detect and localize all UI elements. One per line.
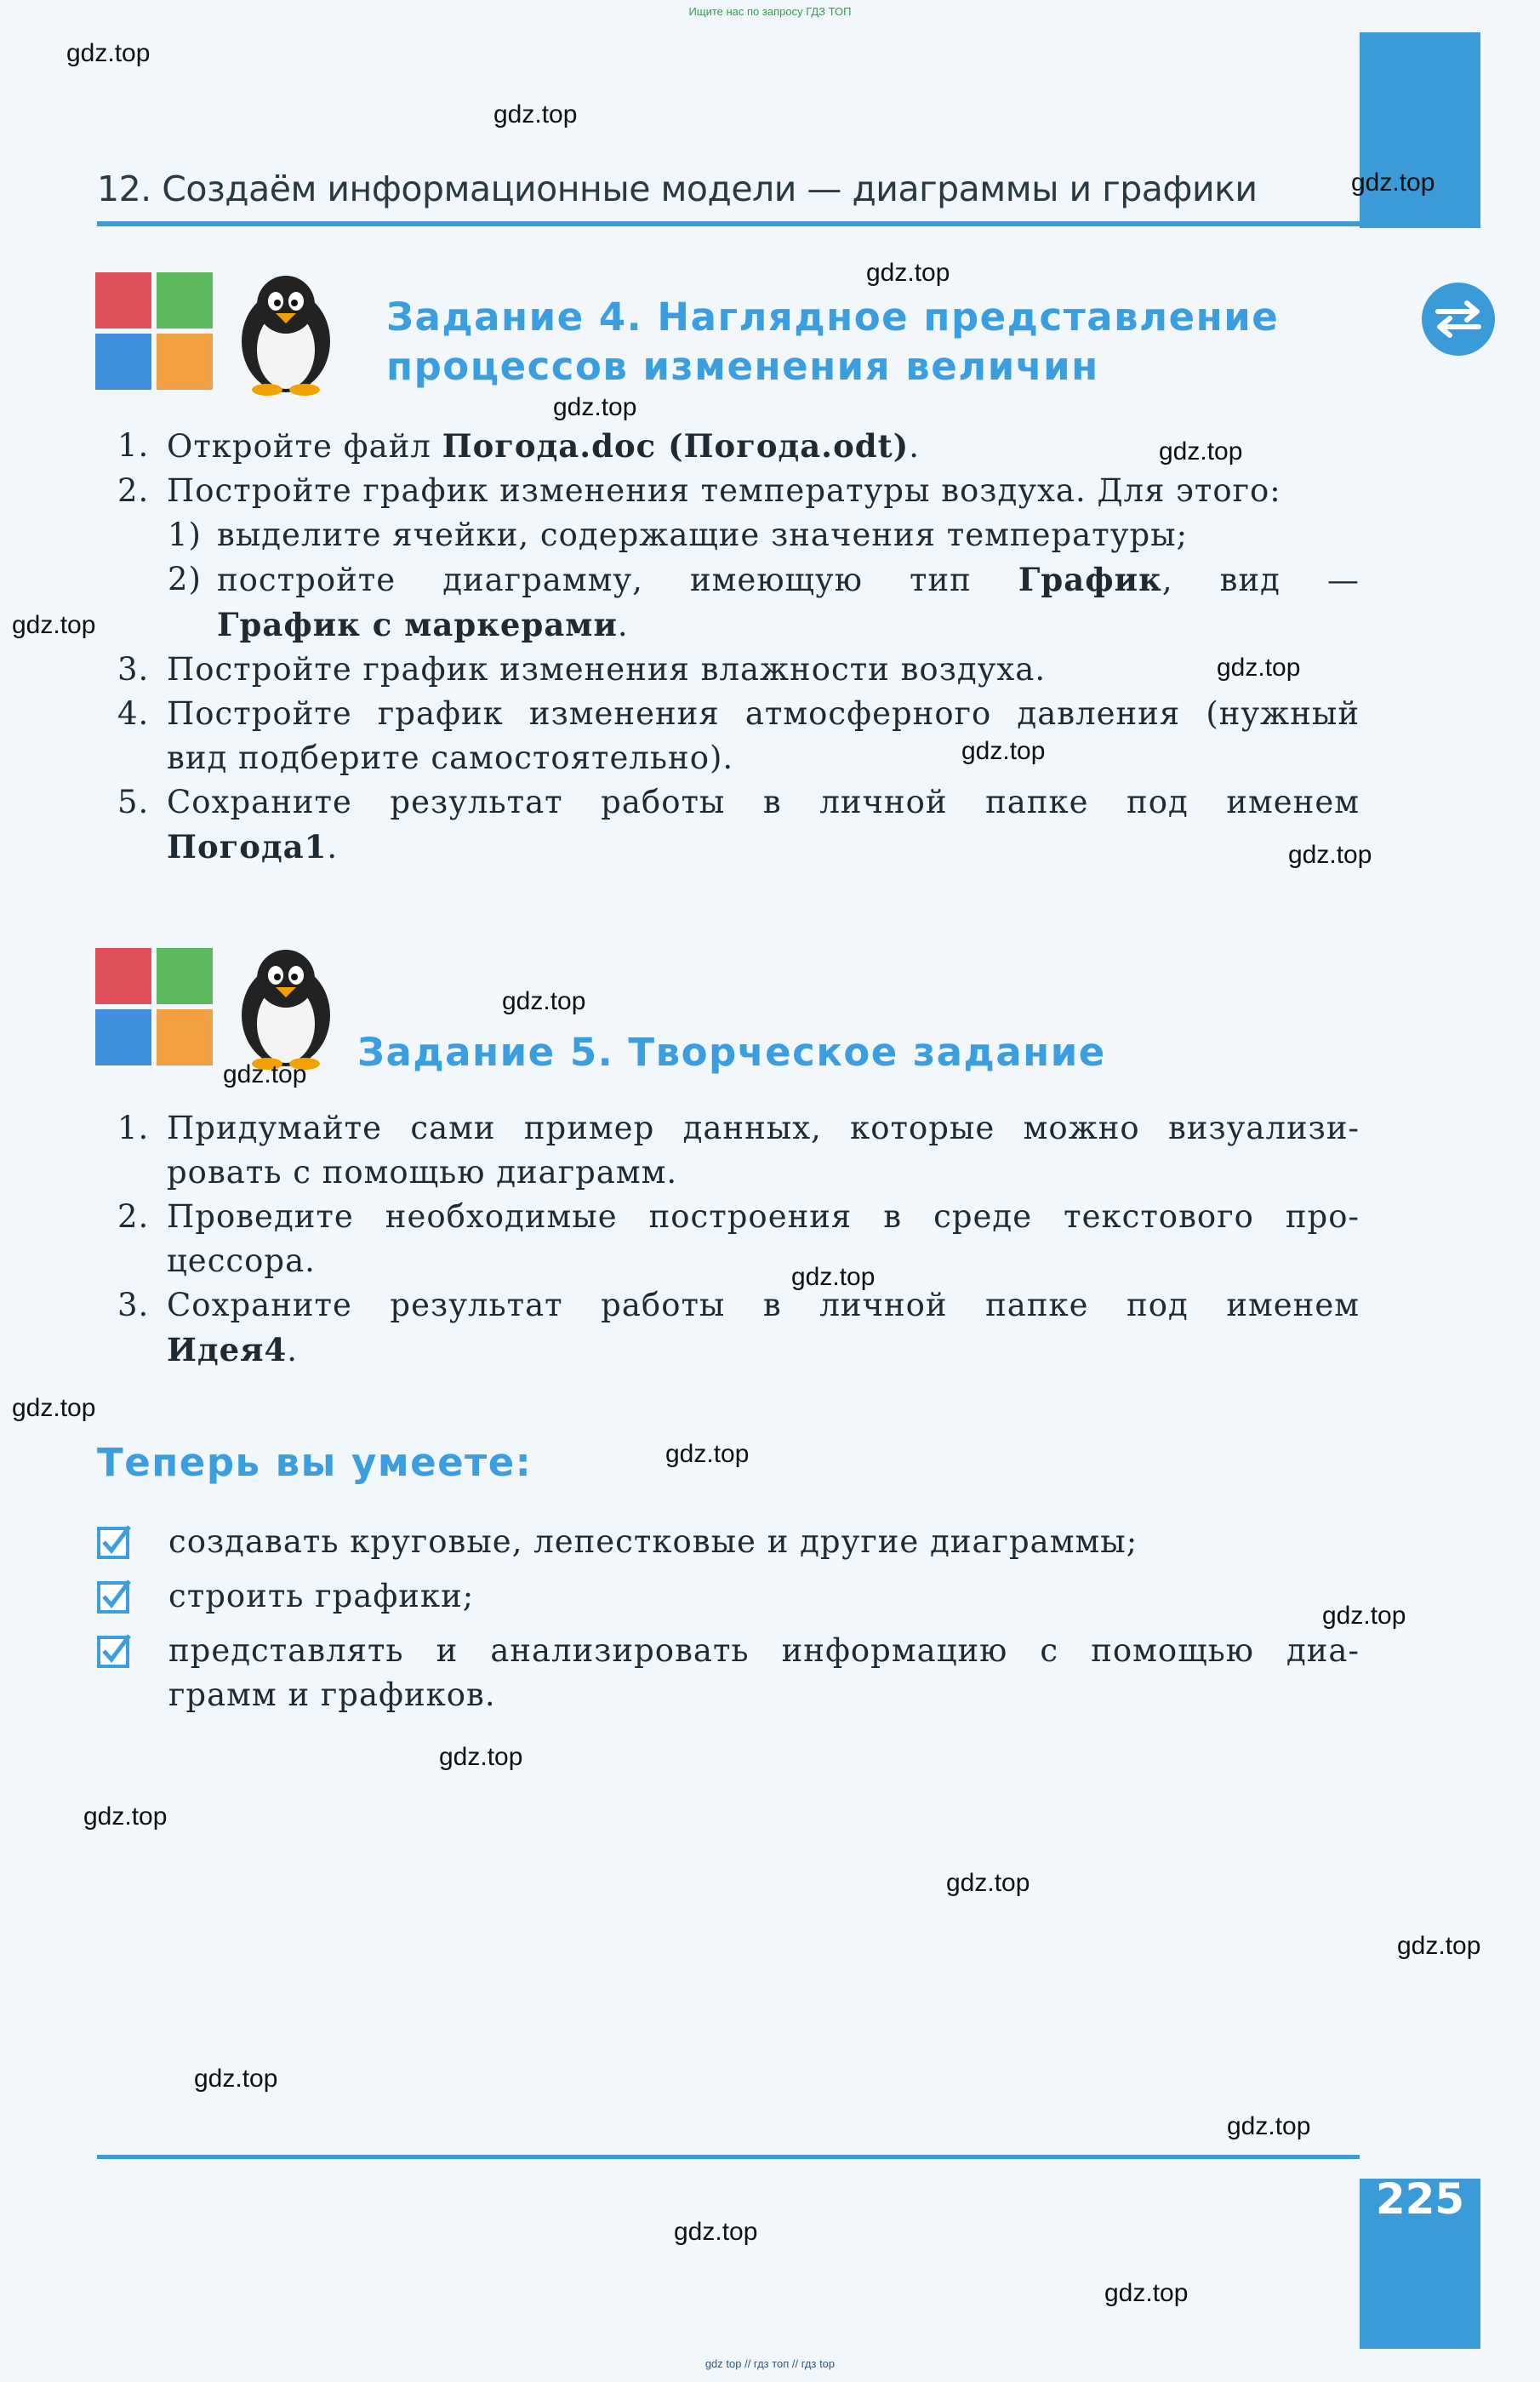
watermark: gdz.top [83, 1802, 168, 1831]
watermark: gdz.top [12, 1394, 96, 1422]
item-number: 1. [117, 427, 150, 464]
item-number: 1) [168, 517, 202, 553]
watermark: gdz.top [665, 1440, 750, 1468]
list-item [117, 1106, 1360, 1195]
item-text: выделите ячейки, содержащие значения температуры; [217, 517, 1189, 553]
item-number: 2. [117, 1198, 150, 1235]
watermark: gdz.top [1159, 437, 1243, 466]
watermark: gdz.top [961, 737, 1046, 765]
item-text-mid: , вид — [1161, 562, 1360, 598]
page-number: 225 [1375, 2174, 1465, 2224]
list-item [117, 780, 1360, 870]
watermark: gdz.top [1288, 841, 1372, 869]
task4-title-line1: Задание 4. Наглядное представление [386, 294, 1280, 340]
watermark: gdz.top [946, 1869, 1030, 1897]
watermark: gdz.top [493, 100, 578, 129]
task4-title-line2: процессов изменения величин [386, 344, 1099, 389]
item-text-end: . [327, 829, 339, 865]
list-item [117, 1195, 1360, 1283]
watermark: gdz.top [553, 393, 637, 421]
item-number: 3. [117, 651, 150, 688]
item-number: 2) [168, 561, 202, 597]
watermark: gdz.top [1104, 2279, 1189, 2307]
skill-item [97, 1520, 1360, 1564]
item-text: Постройте график изменения температуры воздуха. Для этого: [167, 472, 1281, 509]
watermark: gdz.top [674, 2218, 758, 2246]
arrows-glyph [1433, 298, 1484, 340]
watermark: gdz.top [66, 39, 151, 67]
item-text: Постройте график изменения влажности воздуха. [167, 651, 1047, 688]
watermark: gdz.top [1322, 1602, 1406, 1630]
skills-title: Теперь вы умеете: [97, 1440, 533, 1485]
penguin-icon [228, 269, 344, 397]
item-text: Сохраните результат работы в личной папке под именем [167, 1287, 1360, 1323]
checkbox-checked-icon [97, 1579, 131, 1614]
watermark: gdz.top [439, 1743, 523, 1771]
skill-text: представлять и анализировать информацию с помощью диа- [168, 1632, 1360, 1669]
checkbox-checked-icon [97, 1525, 131, 1559]
watermark: gdz.top [1397, 1932, 1481, 1960]
list-item [117, 1283, 1360, 1373]
windows-logo-icon [95, 948, 214, 1067]
swap-arrows-icon[interactable] [1422, 283, 1495, 356]
list-item [117, 692, 1360, 780]
watermark: gdz.top [12, 611, 96, 639]
task5-list [117, 1106, 1360, 1373]
list-item [117, 469, 1360, 513]
file-name: Погода1 [167, 828, 328, 865]
watermark: gdz.top [502, 987, 586, 1015]
task4-list [117, 424, 1360, 870]
list-subitem [168, 557, 1360, 648]
item-number: 3. [117, 1287, 150, 1323]
page-header-title: 12. Создаём информационные модели — диаграммы и графики [97, 169, 1258, 209]
skill-item [97, 1629, 1360, 1717]
watermark: gdz.top [791, 1263, 876, 1291]
penguin-icon [228, 943, 344, 1071]
item-number: 5. [117, 784, 150, 820]
item-number: 4. [117, 695, 150, 732]
task5-title: Задание 5. Творческое задание [357, 1030, 1106, 1075]
item-number: 2. [117, 472, 150, 509]
item-text-end: . [909, 428, 920, 465]
header-divider [97, 221, 1360, 226]
windows-logo-icon [95, 272, 214, 391]
list-subitem [168, 513, 1360, 557]
watermark: gdz.top [194, 2065, 278, 2093]
sidebar-tab [1360, 32, 1480, 228]
skill-text: строить графики; [168, 1578, 475, 1614]
footer-divider [97, 2155, 1360, 2159]
item-text: Сохраните результат работы в личной папке под именем [167, 784, 1360, 820]
item-text-end: . [617, 607, 629, 643]
skill-text-cont: грамм и графиков. [168, 1677, 496, 1713]
item-text-end: . [287, 1332, 299, 1368]
top-note: Ищите нас по запросу ГДЗ ТОП [688, 5, 852, 18]
list-item [117, 648, 1360, 692]
item-text-cont: вид подберите самостоятельно). [167, 740, 734, 776]
skill-text: создавать круговые, лепестковые и другие диаграммы; [168, 1523, 1138, 1560]
item-text-cont: ровать с помощью диаграмм. [167, 1154, 678, 1191]
item-text: Придумайте сами пример данных, которые можно визуализи- [167, 1110, 1360, 1146]
item-text: Откройте файл [167, 428, 442, 465]
watermark: gdz.top [1217, 654, 1301, 682]
checkbox-checked-icon [97, 1634, 131, 1668]
file-name: Погода.doc (Погода.odt) [442, 427, 910, 465]
item-text: Проведите необходимые построения в среде текстового про- [167, 1198, 1360, 1235]
item-text: Постройте график изменения атмосферного давления (нужный [167, 695, 1360, 732]
watermark: gdz.top [866, 259, 950, 287]
chart-view: График с маркерами [217, 606, 618, 643]
item-number: 1. [117, 1110, 150, 1146]
task4-title [386, 293, 1279, 391]
watermark: gdz.top [223, 1060, 307, 1088]
file-name: Идея4 [167, 1331, 288, 1368]
watermark: gdz.top [1351, 169, 1435, 197]
item-text-cont: цессора. [167, 1242, 316, 1279]
chart-type: График [1018, 561, 1162, 598]
watermark: gdz.top [1227, 2112, 1311, 2140]
item-text: постройте диаграмму, имеющую тип [217, 562, 1018, 598]
skill-item [97, 1574, 1360, 1619]
bottom-note: gdz top // гдз топ // гдз top [704, 2357, 836, 2370]
